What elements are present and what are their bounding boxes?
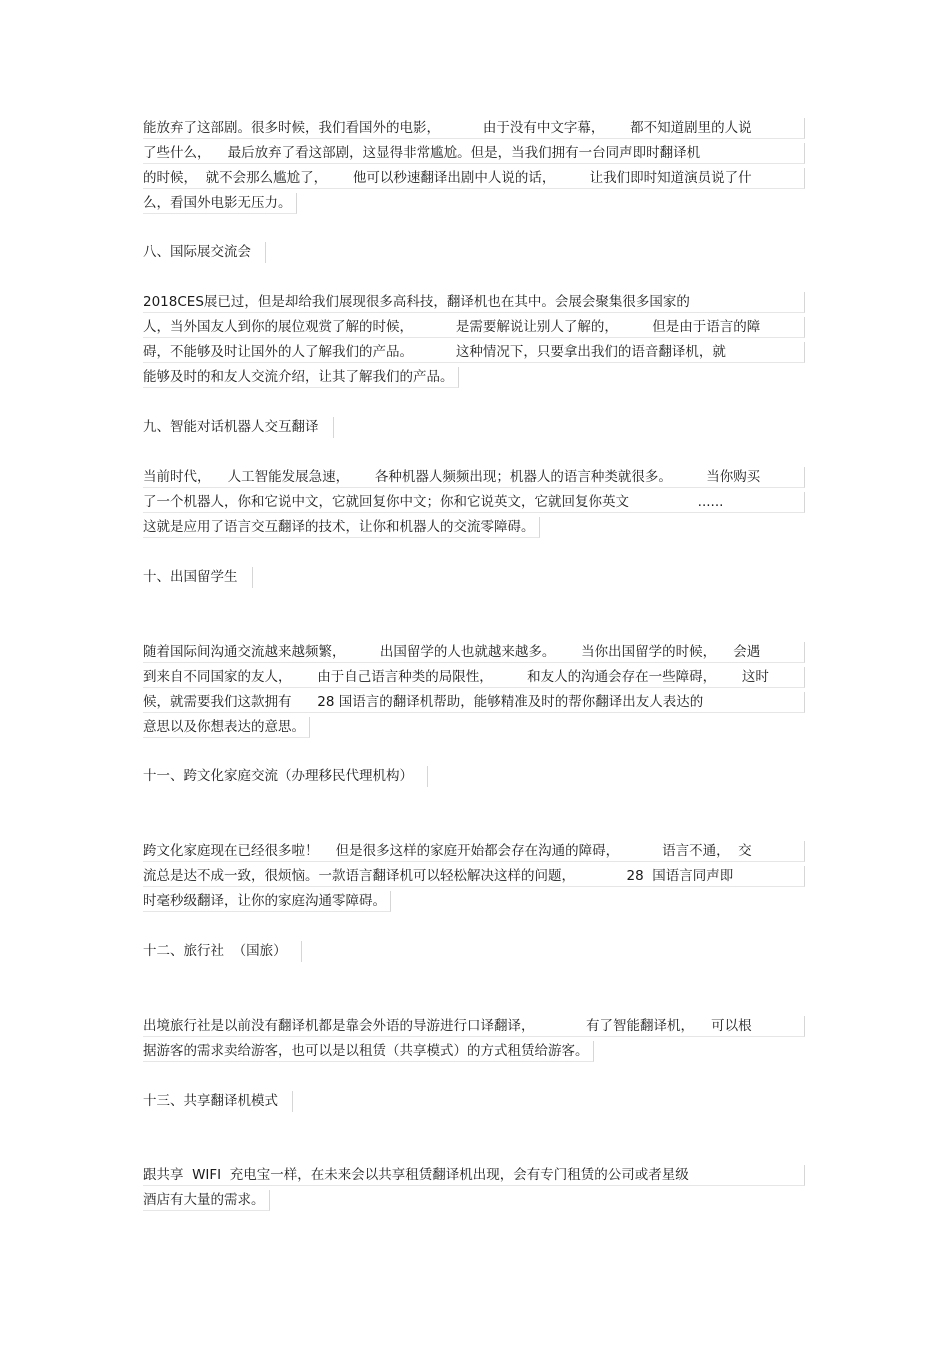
paragraph-line: 酒店有大量的需求。 <box>143 1190 270 1211</box>
paragraph-line: 这就是应用了语言交互翻译的技术，让你和机器人的交流零障碍。 <box>143 517 540 538</box>
paragraph-line: 2018CES展已过，但是却给我们展现很多高科技，翻译机也在其中。会展会聚集很多国家的 <box>143 292 805 313</box>
section-heading: 九、智能对话机器人交互翻译 <box>143 417 334 438</box>
section-heading: 十、出国留学生 <box>143 567 253 588</box>
paragraph-line: 能放弃了这部剧。很多时候，我们看国外的电影， 由于没有中文字幕， 都不知道剧里的人说 <box>143 118 805 139</box>
paragraph-line: 时毫秒级翻译，让你的家庭沟通零障碍。 <box>143 891 391 912</box>
paragraph-line: 了些什么， 最后放弃了看这部剧，这显得非常尴尬。但是，当我们拥有一台同声即时翻译机 <box>143 143 805 164</box>
paragraph-line: 了一个机器人，你和它说中文，它就回复你中文；你和它说英文，它就回复你英文 ...... <box>143 492 805 513</box>
paragraph-line: 碍，不能够及时让国外的人了解我们的产品。 这种情况下，只要拿出我们的语音翻译机，就 <box>143 342 805 363</box>
section-heading: 十一、跨文化家庭交流（办理移民代理机构） <box>143 766 428 787</box>
paragraph-line: 流总是达不成一致，很烦恼。一款语言翻译机可以轻松解决这样的问题， 28 国语言同声即 <box>143 866 805 887</box>
paragraph-line: 据游客的需求卖给游客，也可以是以租赁（共享模式）的方式租赁给游客。 <box>143 1041 594 1062</box>
paragraph-line: 意思以及你想表达的意思。 <box>143 717 310 738</box>
paragraph-line: 的时候， 就不会那么尴尬了， 他可以秒速翻译出剧中人说的话， 让我们即时知道演员说了什 <box>143 168 805 189</box>
paragraph-line: 到来自不同国家的友人， 由于自己语言种类的局限性， 和友人的沟通会存在一些障碍， 这时 <box>143 667 805 688</box>
paragraph-line: 随着国际间沟通交流越来越频繁， 出国留学的人也就越来越多。 当你出国留学的时候， 会遇 <box>143 642 805 663</box>
section-heading: 八、国际展交流会 <box>143 242 266 263</box>
paragraph-line: 能够及时的和友人交流介绍，让其了解我们的产品。 <box>143 367 459 388</box>
paragraph-line: 跟共享 WIFI 充电宝一样，在未来会以共享租赁翻译机出现，会有专门租赁的公司或者星级 <box>143 1165 805 1186</box>
paragraph-line: 候，就需要我们这款拥有 28 国语言的翻译机帮助，能够精准及时的帮你翻译出友人表达的 <box>143 692 805 713</box>
paragraph-line: 人，当外国友人到你的展位观赏了解的时候， 是需要解说让别人了解的， 但是由于语言的障 <box>143 317 805 338</box>
paragraph-line: 么，看国外电影无压力。 <box>143 193 297 214</box>
paragraph-line: 当前时代， 人工智能发展急速， 各种机器人频频出现；机器人的语言种类就很多。 当你购买 <box>143 467 805 488</box>
paragraph-line: 出境旅行社是以前没有翻译机都是靠会外语的导游进行口译翻译， 有了智能翻译机， 可以根 <box>143 1016 805 1037</box>
section-heading: 十二、旅行社 （国旅） <box>143 941 302 962</box>
section-heading: 十三、共享翻译机模式 <box>143 1091 293 1112</box>
paragraph-line: 跨文化家庭现在已经很多啦！ 但是很多这样的家庭开始都会存在沟通的障碍， 语言不通， 交 <box>143 841 805 862</box>
